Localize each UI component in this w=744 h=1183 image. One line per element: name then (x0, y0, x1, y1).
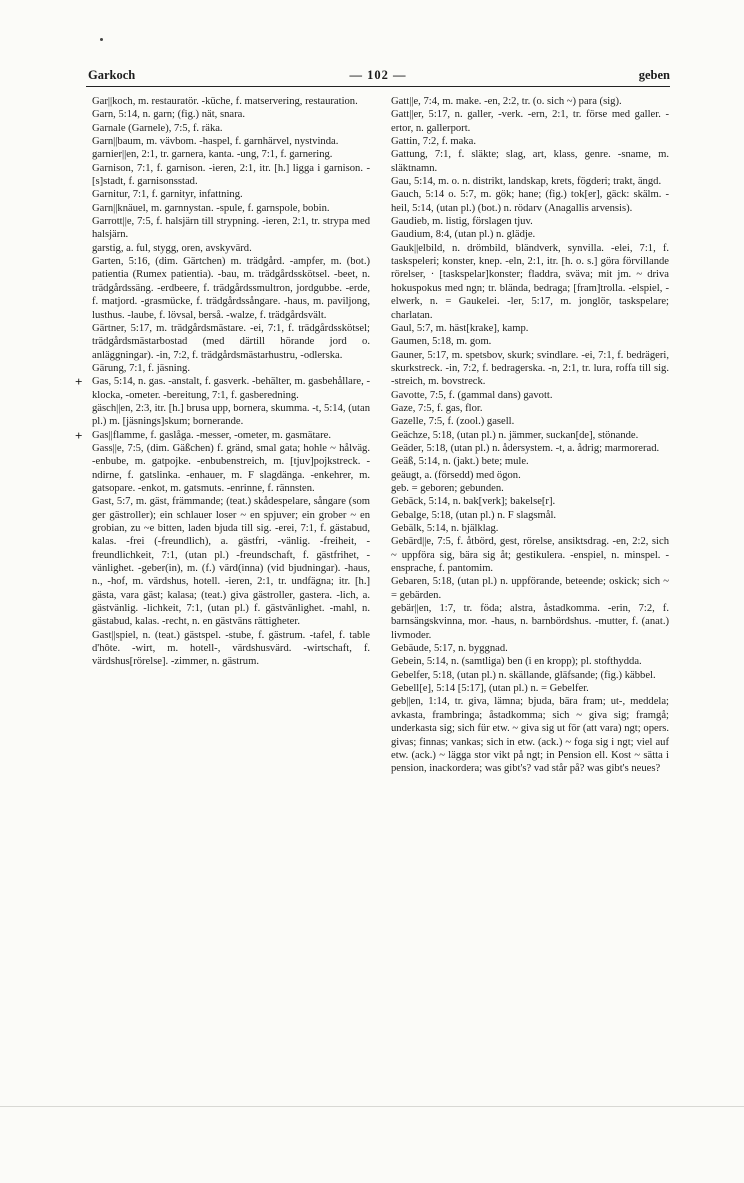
dictionary-entry: Gattin, 7:2, f. maka. (391, 136, 477, 148)
dictionary-entry: + Gas, 5:14, n. gas. -anstalt, f. gasverk. -behälter, m. gasbehållare, -klocka, -ometer. -bereitung, 7:1, f. gasberedning. (92, 375, 370, 402)
dictionary-entry: Gebäude, 5:17, n. byggnad. (391, 643, 508, 655)
dictionary-entry: Garn||baum, m. vävbom. -haspel, f. garnhärvel, nystvinda. (92, 136, 339, 148)
dictionary-entry: Garnitur, 7:1, f. garnityr, infattning. (92, 189, 243, 201)
dictionary-entry: Gauner, 5:17, m. spetsbov, skurk; svindlare. -ei, 7:1, f. bedrägeri, skurkstreck. -in, 7:2, f. bedragerska. -n, 2:1, tr. lura, roffa till sig. -streich, m. bovstreck. (391, 349, 669, 388)
dictionary-entry: Gauch, 5:14 o. 5:7, m. gök; hane; (fig.) tok[er], gäck: skälm. -heil, 5:14, (utan pl.) (bot.) n. rödarv (Anagallis arvensis). (391, 189, 669, 214)
dictionary-entry: Gaudium, 8:4, (utan pl.) n. glädje. (391, 229, 536, 241)
page-number: — 102 — (349, 68, 407, 82)
dictionary-entry: Garrott||e, 7:5, f. halsjärn till strypning. -ieren, 2:1, tr. strypa med halsjärn. (92, 216, 370, 241)
print-speck (100, 38, 103, 41)
dictionary-entry: Gebärd||e, 7:5, f. åtbörd, gest, rörelse, ansiktsdrag. -en, 2:2, sich ~ uppföra sig, bära sig åt; gestikulera. -enspiel, n. minspel. -ensprache, f. pantomim. (391, 536, 669, 575)
dictionary-entry: Garnison, 7:1, f. garnison. -ieren, 2:1, itr. [h.] ligga i garnison. -[s]stadt, f. garnisonsstad. (92, 162, 370, 188)
dictionary-entry: geäugt, a. (försedd) med ögon. (391, 469, 521, 481)
dictionary-entry: Gaudieb, m. listig, förslagen tjuv. (391, 216, 533, 228)
dictionary-entry: Geäder, 5:18, (utan pl.) n. ådersystem. -t, a. ådrig; marmorerad. (391, 442, 660, 454)
dictionary-entry: Geäß, 5:14, n. (jakt.) bete; mule. (391, 456, 529, 468)
header-guide-word-right: geben (638, 68, 670, 82)
dictionary-entry: Gärung, 7:1, f. jäsning. (92, 362, 190, 374)
dictionary-entry: Gaul, 5:7, m. häst[krake], kamp. (391, 322, 529, 334)
left-column (92, 95, 370, 669)
dictionary-entry: Gaze, 7:5, f. gas, flor. (391, 402, 483, 414)
dictionary-entry: Garn, 5:14, n. garn; (fig.) nät, snara. (92, 109, 245, 121)
dictionary-entry: Garnale (Garnele), 7:5, f. räka. (92, 122, 223, 134)
dictionary-entry: Gebäck, 5:14, n. bak[verk]; bakelse[r]. (391, 496, 556, 508)
dictionary-entry: Gavotte, 7:5, f. (gammal dans) gavott. (391, 389, 553, 401)
scan-edge (0, 1106, 744, 1107)
dictionary-entry: Gast||spiel, n. (teat.) gästspel. -stube, f. gästrum. -tafel, f. table d'hôte. -wirt, m. hotell-, värdshusvärd. -wirtschaft, f. värdshus[rörelse]. -zimmer, n. gästrum. (92, 629, 370, 668)
dictionary-entry: gebär||en, 1:7, tr. föda; alstra, åstadkomma. -erin, 7:2, f. barnsängskvinna, mor. -haus, n. barnbördshus. -mutter, f. (anat.) livmoder. (391, 603, 669, 641)
dictionary-entry: Gebelfer, 5:18, (utan pl.) n. skällande, gläfsande; (fig.) käbbel. (391, 669, 656, 681)
dictionary-entry: Gatt||er, 5:17, n. galler, -verk. -ern, 2:1, tr. förse med galler. -ertor, n. gallerport. (391, 109, 669, 134)
dictionary-entry: Gebaren, 5:18, (utan pl.) n. uppförande, beteende; oskick; sich ~ = gebärden. (391, 576, 669, 601)
dictionary-entry: Gärtner, 5:17, m. trädgårdsmästare. -ei, 7:1, f. trädgårdsskötsel; trädgårdsmästarbostad (med därtill hörande jord o. anläggningar). -in, 7:2, f. trädgårdsmästarhustru, -odlerska. (92, 322, 370, 361)
dictionary-entry: Garn||knäuel, m. garnnystan. -spule, f. garnspole, bobin. (92, 202, 330, 214)
dictionary-entry: Gazelle, 7:5, f. (zool.) gasell. (391, 416, 515, 428)
dictionary-entry: Gebell[e], 5:14 [5:17], (utan pl.) n. = Gebelfer. (391, 683, 589, 695)
header-rule (86, 86, 670, 87)
dictionary-entry: Gattung, 7:1, f. släkte; slag, art, klass, genre. -sname, m. släktnamn. (391, 149, 669, 174)
dictionary-entry: garnier||en, 2:1, tr. garnera, kanta. -ung, 7:1, f. garnering. (92, 149, 333, 161)
dictionary-entry: Gebalge, 5:18, (utan pl.) n. F slagsmål. (391, 509, 557, 521)
page-header (86, 68, 670, 88)
dictionary-entry: garstig, a. ful, stygg, oren, avskyvärd. (92, 242, 252, 254)
dictionary-entry: Gebälk, 5:14, n. bjälklag. (391, 523, 499, 534)
dictionary-entry: Geächze, 5:18, (utan pl.) n. jämmer, suckan[de], stönande. (391, 429, 639, 441)
dictionary-entry: geb. = geboren; gebunden. (391, 482, 504, 494)
dictionary-entry: Gauk||elbild, n. drömbild, bländverk, synvilla. -elei, 7:1, f. taskspeleri; konster, knep. -eln, 2:1, itr. [h. o. s.] göra förvillande rörelser, · [taskspelar]konster; fladdra, sväva; mit jm. ~ driva hokuspokus med ngn; tr. blända, bedraga; [fram]trolla. -elspiel, -elwerk, n. = Gaukelei. -ler, 5:17, m. jonglör, taskspelare; charlatan. (391, 242, 669, 321)
dictionary-entry: Gast, 5:7, m. gäst, främmande; (teat.) skådespelare, sångare (som ger gästroller); ein schlauer loser ~ en spjuver; ein grober ~ en grobian, zu ~e bitten, laden bjuda till sig. -erei, 7:1, f. gästabud, kalas. -frei (-freundlich), a. gästfri, -vänlig. -freiheit, -freundlichkeit, 7:1, (utan pl.) -freundschaft, f. gästfrihet, -vänlighet. -geber(in), m. (f.) värd(inna) (vid bjudningar). -haus, n., -hof, m. värdshus, hotell. -ieren, 2:1, tr. undfägna; itr. [h.] gästa, vara gäst; kalasa; (teat.) giva gästroller, gastera. -lich, a. gästvänlig. -lichkeit, 7:1, (utan pl.) f. gästvänlighet. -mahl, n. gästabud, kalas. -recht, n. en gästväns rättigheter. (92, 496, 370, 628)
dictionary-entry: + Gas||flamme, f. gaslåga. -messer, -ometer, m. gasmätare. (92, 429, 370, 442)
dictionary-entry: Garten, 5:16, (dim. Gärtchen) m. trädgård. -ampfer, m. (bot.) patientia (Rumex patientia). -bau, m. trädgårdsskötsel. -beet, n. trädgårdssäng. -erdbeere, f. trädgårdssmultron, jordgubbe. -erde, f. matjord. -grasmücke, f. trädgårdssångare. -haus, m. paviljong, lusthus. -laube, f. lövsal, berså. -walze, f. trädgårdsvält. (92, 256, 370, 321)
dictionary-entry: geb||en, 1:14, tr. giva, lämna; bjuda, bära fram; ut-, meddela; avkasta, frambringa; åstadkomma; sich ~ giva sig; framgå; underkasta sig; sich für etw. ~ giva sig ut för (att vara) ngt; opers. givas; finnas; vankas; sich in etw. (ack.) ~ foga sig i ngt; viel auf etw. (ack.) ~ lägga stor vikt på ngt; in Pension ell. Kost ~ sätta i pension, inackordera; was gibt's? vad står på? was gibt's neues? (391, 696, 669, 775)
dictionary-entry: Gatt||e, 7:4, m. make. -en, 2:2, tr. (o. sich ~) para (sig). (391, 96, 622, 107)
dictionary-entry: Gar||koch, m. restauratör. -küche, f. matservering, restauration. (92, 96, 358, 107)
dictionary-entry: gäsch||en, 2:3, itr. [h.] brusa upp, bornera, skumma. -t, 5:14, (utan pl.) m. [jäsnings]skum; bornerande. (92, 402, 370, 428)
dictionary-entry: Gebein, 5:14, n. (samtliga) ben (i en kropp); pl. stofthydda. (391, 656, 642, 668)
dictionary-entry: Gass||e, 7:5, (dim. Gäßchen) f. gränd, smal gata; hohle ~ hålväg. -enbube, m. gatpojke. -enbubenstreich, m. [tjuv]pojkstreck. -ndirne, f. gatslinka. -enhauer, m. F slagdänga. -enkehrer, m. gatsopare. -enkot, m. gatsmuts. -enrinne, f. rännsten. (92, 442, 370, 494)
header-guide-word-left: Garkoch (88, 68, 136, 82)
dictionary-entry: Gau, 5:14, m. o. n. distrikt, landskap, krets, fögderi; trakt, ängd. (391, 176, 662, 188)
dictionary-entry: Gaumen, 5:18, m. gom. (391, 336, 492, 348)
right-column (391, 95, 669, 776)
